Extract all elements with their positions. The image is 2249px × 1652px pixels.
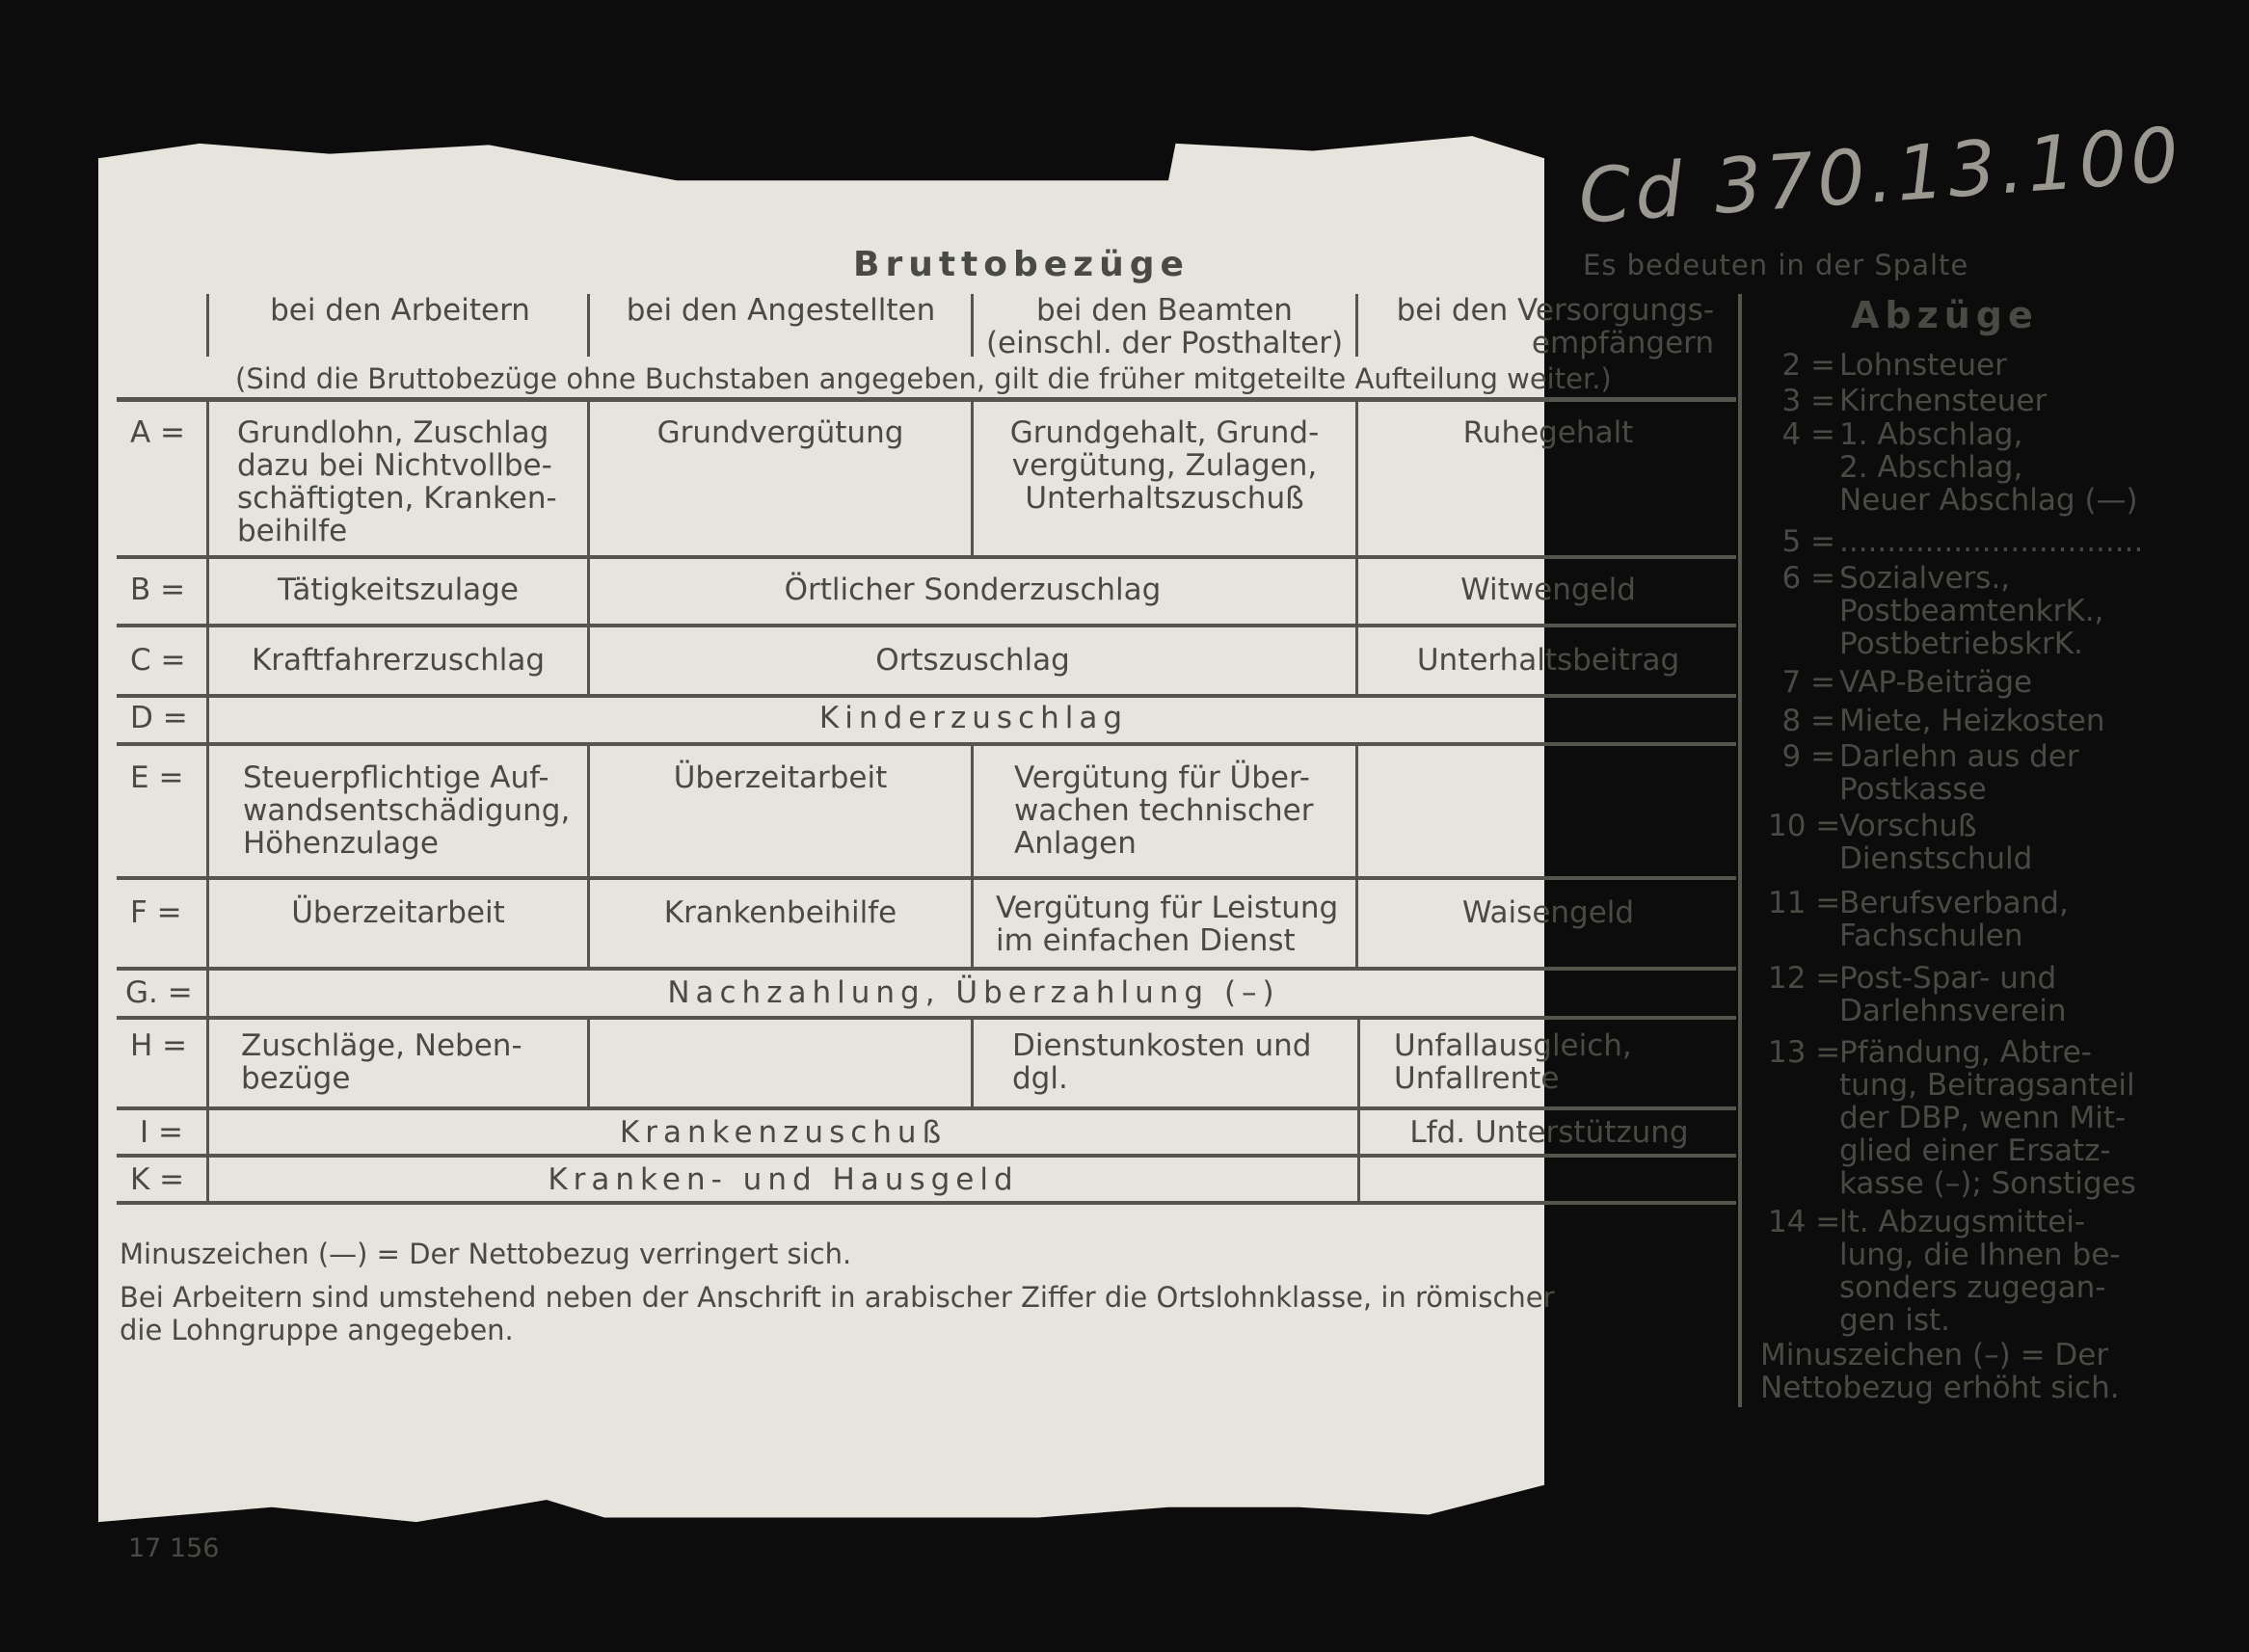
row-rule: [117, 694, 1736, 698]
abzug-text: Miete, Heizkosten: [1839, 704, 2105, 738]
cell-a-arbeiter: Grundlohn, Zuschlag dazu bei Nichtvollbe- schäftigten, Kranken- beihilfe: [237, 415, 557, 548]
abzug-text: Lohnsteuer: [1839, 348, 2007, 383]
key-column-rule: [206, 401, 209, 1203]
cell-b-arbeiter: Tätigkeitszulage: [278, 573, 519, 607]
cell-c-arbeiter: Kraftfahrerzuschlag: [251, 643, 546, 678]
abzug-number: 8 =: [1781, 704, 1835, 738]
abzug-number: 12 =: [1768, 961, 1841, 996]
cell-b-versorgung: Witwengeld: [1460, 573, 1636, 607]
bruttobezuege-title: Bruttobezüge: [853, 245, 1190, 284]
cell-a-beamte: Grundgehalt, Grund- vergütung, Zulagen, Unterhaltszuschuß: [1009, 415, 1320, 516]
header-divider: [971, 294, 974, 357]
cell-f-beamte: Vergütung für Leistung im einfachen Dienst: [996, 891, 1339, 958]
cell-h-versorgung: Unfallausgleich, Unfallrente: [1394, 1028, 1632, 1096]
row-key-a: A =: [130, 415, 186, 450]
abzug-number: 9 =: [1781, 739, 1835, 774]
col-rule: [1355, 745, 1358, 968]
abzug-number: 6 =: [1781, 561, 1835, 596]
table-bottom-rule: [117, 1201, 1736, 1205]
abzug-number: 13 =: [1768, 1035, 1841, 1070]
row-key-e: E =: [130, 760, 184, 795]
header-note: (Sind die Bruttobezüge ohne Buchstaben angegeben, gilt die früher mitgeteilte Aufteilung weiter.): [235, 362, 1612, 395]
cell-f-angestellte: Krankenbeihilfe: [663, 895, 897, 930]
abzug-text: 1. Abschlag, 2. Abschlag, Neuer Abschlag (—): [1839, 417, 2138, 518]
col-header-beamte: bei den Beamten (einschl. der Posthalter): [985, 293, 1344, 360]
cell-a-angestellte: Grundvergütung: [656, 415, 904, 450]
row-rule: [117, 876, 1736, 880]
col-header-versorgung: bei den Versorgungs- empfängern: [1396, 293, 1714, 360]
cell-c-angestellte-beamte: Ortszuschlag: [875, 643, 1070, 678]
abzug-number: 2 =: [1781, 348, 1835, 383]
abzuege-divider: [1738, 294, 1742, 1407]
handwritten-note: Cd 370.13.100: [1575, 112, 2185, 241]
abzug-number: 5 =: [1781, 524, 1835, 559]
col-header-angestellte: bei den Angestellten: [626, 293, 936, 328]
abzug-text: Darlehn aus der Postkasse: [1839, 739, 2079, 807]
row-key-d: D =: [130, 701, 188, 735]
cell-b-angestellte-beamte: Örtlicher Sonderzuschlag: [784, 573, 1162, 607]
cell-e-arbeiter: Steuerpflichtige Auf- wandsentschädigung, Höhenzulage: [243, 760, 571, 861]
row-key-h: H =: [130, 1028, 188, 1063]
abzug-text: Kirchensteuer: [1839, 384, 2048, 418]
row-rule: [117, 1154, 1736, 1158]
cell-h-arbeiter: Zuschläge, Neben- bezüge: [241, 1028, 522, 1096]
footnote-arbeiter: Bei Arbeitern sind umstehend neben der Anschrift in arabischer Ziffer die Ortslohnklasse, in römischer die Lohngruppe angegeben.: [120, 1281, 1555, 1346]
header-divider: [206, 294, 209, 357]
row-key-b: B =: [130, 573, 186, 607]
cell-a-versorgung: Ruhegehalt: [1462, 415, 1634, 450]
row-key-k: K =: [130, 1162, 185, 1197]
abzug-text: VAP-Beiträge: [1839, 665, 2033, 700]
cell-f-versorgung: Waisengeld: [1461, 895, 1635, 930]
abzug-text: Berufsverband, Fachschulen: [1839, 886, 2069, 953]
cell-d-all: Kinderzuschlag: [818, 701, 1129, 735]
row-rule: [117, 555, 1736, 559]
row-key-c: C =: [130, 643, 186, 678]
abzug-text: Sozialvers., PostbeamtenkrK., PostbetriebskrK.: [1839, 561, 2104, 661]
abzug-number: 3 =: [1781, 384, 1835, 418]
abzug-text: ................................: [1839, 524, 2144, 559]
abzug-text: Post-Spar- und Darlehnsverein: [1839, 961, 2067, 1028]
footnote-minus: Minuszeichen (—) = Der Nettobezug verringert sich.: [120, 1238, 852, 1270]
abzug-text: Pfändung, Abtre- tung, Beitragsanteil der DBP, wenn Mit- glied einer Ersatz- kasse (–); Sonstiges: [1839, 1035, 2136, 1201]
cell-k-arbeiter-angestellte-beamte: Kranken- und Hausgeld: [548, 1162, 1019, 1197]
cell-f-arbeiter: Überzeitarbeit: [291, 895, 505, 930]
abzug-number: 7 =: [1781, 665, 1835, 700]
header-divider: [1355, 294, 1358, 357]
abzug-number: 14 =: [1768, 1205, 1841, 1239]
abzug-number: 11 =: [1768, 886, 1841, 920]
col-rule: [587, 1019, 590, 1107]
legend-intro: Es bedeuten in der Spalte: [1583, 249, 1969, 281]
row-rule: [117, 1016, 1736, 1020]
row-key-g: G. =: [125, 975, 193, 1010]
abzug-text: Vorschuß Dienstschuld: [1839, 809, 2033, 876]
col-rule: [971, 745, 974, 968]
abzug-text: lt. Abzugsmittei- lung, die Ihnen be- sonders zugegan- gen ist.: [1839, 1205, 2121, 1338]
cell-g-all: Nachzahlung, Überzahlung (–): [667, 975, 1280, 1010]
cell-e-beamte: Vergütung für Über- wachen technischer Anlagen: [1014, 760, 1314, 861]
row-rule: [117, 742, 1736, 746]
row-rule: [117, 967, 1736, 971]
row-key-i: I =: [140, 1115, 183, 1150]
abzuege-minus-note: Minuszeichen (–) = Der Nettobezug erhöht sich.: [1760, 1338, 2120, 1405]
form-number: 17 156: [128, 1533, 220, 1563]
col-header-arbeiter: bei den Arbeitern: [270, 293, 530, 328]
col-rule: [971, 1019, 974, 1107]
row-rule: [117, 1106, 1736, 1110]
abzuege-title: Abzüge: [1851, 294, 2039, 336]
abzug-number: 4 =: [1781, 417, 1835, 452]
cell-e-angestellte: Überzeitarbeit: [673, 760, 888, 795]
col-rule: [1357, 1019, 1360, 1204]
cell-c-versorgung: Unterhaltsbeitrag: [1416, 643, 1680, 678]
cell-i-versorgung: Lfd. Unterstützung: [1409, 1115, 1689, 1150]
row-key-f: F =: [130, 895, 182, 930]
cell-h-beamte: Dienstunkosten und dgl.: [1012, 1028, 1312, 1096]
cell-i-arbeiter-angestellte-beamte: Krankenzuschuß: [619, 1115, 948, 1150]
abzug-number: 10 =: [1768, 809, 1841, 843]
table-top-rule: [117, 397, 1736, 402]
row-rule: [117, 624, 1736, 627]
